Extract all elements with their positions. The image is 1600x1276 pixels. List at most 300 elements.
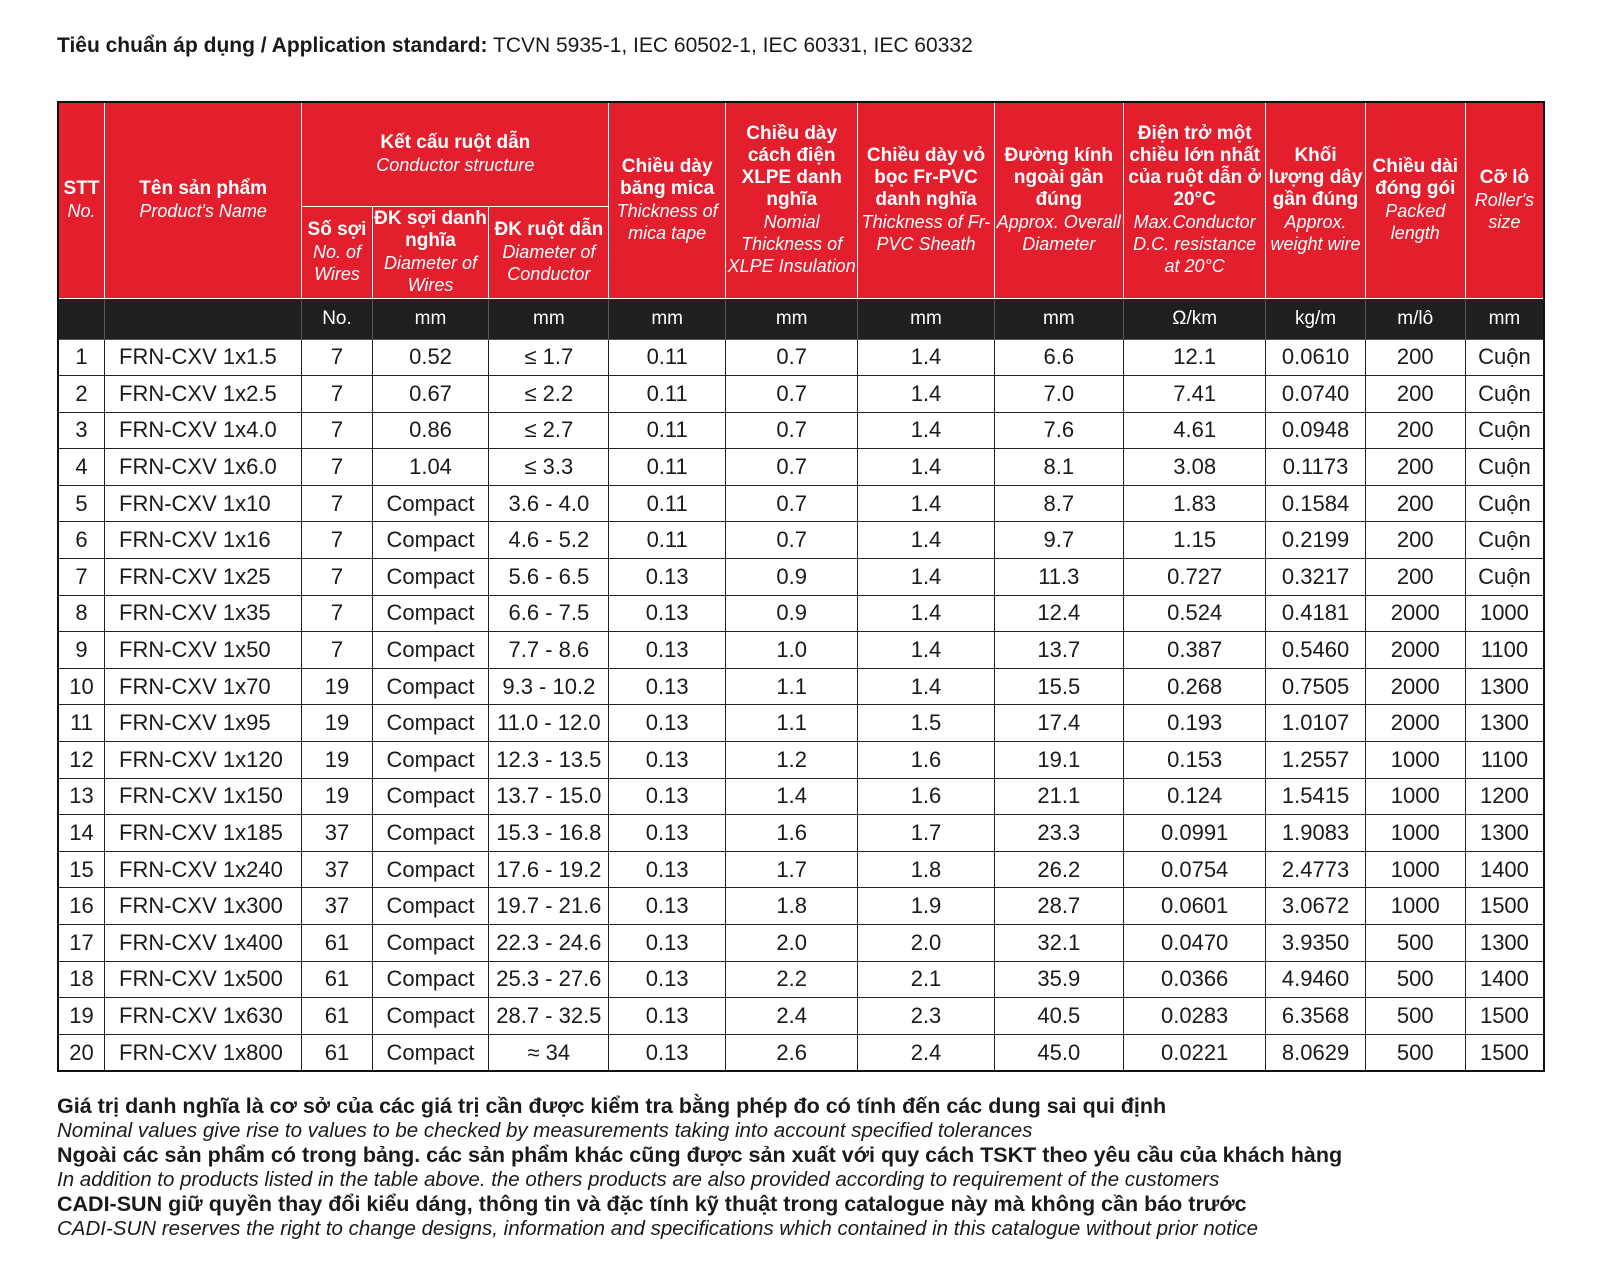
table-cell: Compact	[372, 998, 489, 1035]
table-cell: 1200	[1465, 778, 1544, 815]
table-cell: 0.11	[609, 522, 726, 559]
table-cell: 1.4	[858, 339, 994, 376]
table-cell: 6.6 - 7.5	[489, 595, 609, 632]
table-cell: 0.4181	[1266, 595, 1365, 632]
table-row	[58, 376, 1544, 413]
product-name-cell: FRN-CXV 1x16	[105, 522, 302, 559]
table-cell: 2.0	[726, 925, 858, 962]
table-cell: 0.13	[609, 705, 726, 742]
product-name-cell: FRN-CXV 1x240	[105, 851, 302, 888]
table-cell: 1	[58, 339, 105, 376]
table-cell: 1.1	[726, 668, 858, 705]
table-cell: ≈ 34	[489, 1034, 609, 1071]
table-cell: 3	[58, 412, 105, 449]
table-cell: 0.7	[726, 339, 858, 376]
table-cell: 1.4	[858, 632, 994, 669]
table-cell: 1.4	[858, 485, 994, 522]
table-row	[58, 778, 1544, 815]
table-cell: 0.0366	[1123, 961, 1266, 998]
product-name-cell: FRN-CXV 1x50	[105, 632, 302, 669]
table-cell: Compact	[372, 595, 489, 632]
table-cell: 500	[1365, 961, 1465, 998]
table-cell: ≤ 3.3	[489, 449, 609, 486]
table-cell: 1400	[1465, 961, 1544, 998]
table-cell: Compact	[372, 1034, 489, 1071]
table-cell: 0.13	[609, 778, 726, 815]
table-cell: 17.4	[994, 705, 1123, 742]
table-cell: 7	[302, 522, 372, 559]
unit-cell: mm	[489, 298, 609, 339]
table-row	[58, 522, 1544, 559]
table-cell: 4.61	[1123, 412, 1266, 449]
table-cell: 0.1173	[1266, 449, 1365, 486]
table-cell: 2000	[1365, 595, 1465, 632]
product-name-cell: FRN-CXV 1x6.0	[105, 449, 302, 486]
table-cell: 0.11	[609, 339, 726, 376]
table-cell: 7.6	[994, 412, 1123, 449]
table-cell: 1.6	[858, 742, 994, 779]
table-cell: 1.6	[858, 778, 994, 815]
table-cell: Cuộn	[1465, 339, 1544, 376]
table-row	[58, 961, 1544, 998]
table-cell: 1100	[1465, 742, 1544, 779]
table-cell: 0.67	[372, 376, 489, 413]
table-cell: 200	[1365, 412, 1465, 449]
table-cell: 0.9	[726, 595, 858, 632]
table-cell: 0.13	[609, 998, 726, 1035]
table-cell: 28.7	[994, 888, 1123, 925]
unit-cell: kg/m	[1266, 298, 1365, 339]
product-name-cell: FRN-CXV 1x1.5	[105, 339, 302, 376]
table-cell: 7.0	[994, 376, 1123, 413]
header-weight: Khối lượng dây gần đúng Approx. weight wire	[1266, 102, 1365, 298]
table-cell: 25.3 - 27.6	[489, 961, 609, 998]
table-cell: 7	[302, 412, 372, 449]
table-cell: 2.4	[858, 1034, 994, 1071]
product-name-cell: FRN-CXV 1x25	[105, 559, 302, 596]
table-row	[58, 485, 1544, 522]
table-cell: 1500	[1465, 998, 1544, 1035]
table-row	[58, 595, 1544, 632]
table-cell: Compact	[372, 851, 489, 888]
table-cell: 0.0754	[1123, 851, 1266, 888]
table-cell: Compact	[372, 778, 489, 815]
table-cell: 500	[1365, 998, 1465, 1035]
table-cell: 0.524	[1123, 595, 1266, 632]
table-cell: 8.1	[994, 449, 1123, 486]
table-cell: 0.0948	[1266, 412, 1365, 449]
table-row	[58, 705, 1544, 742]
table-cell: 9	[58, 632, 105, 669]
table-cell: 0.13	[609, 668, 726, 705]
table-cell: 0.0601	[1123, 888, 1266, 925]
table-cell: 17.6 - 19.2	[489, 851, 609, 888]
table-cell: 12	[58, 742, 105, 779]
table-row	[58, 851, 1544, 888]
table-cell: 1000	[1365, 778, 1465, 815]
product-name-cell: FRN-CXV 1x185	[105, 815, 302, 852]
table-cell: 0.7	[726, 449, 858, 486]
product-name-cell: FRN-CXV 1x95	[105, 705, 302, 742]
table-cell: 0.1584	[1266, 485, 1365, 522]
table-cell: 20	[58, 1034, 105, 1071]
table-cell: 200	[1365, 376, 1465, 413]
table-cell: 0.13	[609, 632, 726, 669]
table-cell: 7	[58, 559, 105, 596]
table-cell: 1000	[1365, 742, 1465, 779]
table-cell: 1.7	[726, 851, 858, 888]
note-english: Nominal values give rise to values to be checked by measurements taking into account specified tolerances	[57, 1119, 1033, 1142]
table-cell: 0.0991	[1123, 815, 1266, 852]
units-row	[58, 298, 1544, 339]
table-cell: 9.3 - 10.2	[489, 668, 609, 705]
table-cell: 28.7 - 32.5	[489, 998, 609, 1035]
footnotes	[57, 1094, 1537, 1241]
table-cell: 2.6	[726, 1034, 858, 1071]
table-cell: 2.0	[858, 925, 994, 962]
table-cell: 1.6	[726, 815, 858, 852]
table-row	[58, 925, 1544, 962]
table-cell: 7.7 - 8.6	[489, 632, 609, 669]
table-cell: 0.0610	[1266, 339, 1365, 376]
table-cell: 0.13	[609, 595, 726, 632]
table-cell: 1.4	[858, 522, 994, 559]
table-cell: 3.6 - 4.0	[489, 485, 609, 522]
table-cell: 1.4	[726, 778, 858, 815]
table-cell: 0.52	[372, 339, 489, 376]
header-conductor-diameter: ĐK ruột dẫn Diameter of Conductor	[489, 206, 609, 298]
table-cell: 0.13	[609, 888, 726, 925]
table-cell: 0.2199	[1266, 522, 1365, 559]
table-cell: 37	[302, 851, 372, 888]
table-cell: 7	[302, 559, 372, 596]
table-cell: Compact	[372, 742, 489, 779]
table-cell: 7	[302, 339, 372, 376]
table-row	[58, 559, 1544, 596]
table-cell: 11.3	[994, 559, 1123, 596]
product-name-cell: FRN-CXV 1x500	[105, 961, 302, 998]
table-row	[58, 412, 1544, 449]
table-cell: 12.4	[994, 595, 1123, 632]
header-length: Chiều dài đóng gói Packed length	[1365, 102, 1465, 298]
table-cell: 19	[302, 778, 372, 815]
table-cell: 11	[58, 705, 105, 742]
table-cell: 1.0	[726, 632, 858, 669]
header-wires: Số sợi No. of Wires	[302, 206, 372, 298]
table-cell: 2	[58, 376, 105, 413]
table-cell: 16	[58, 888, 105, 925]
note-english: CADI-SUN reserves the right to change designs, information and specifications which contained in this catalogue without prior notice	[57, 1217, 1259, 1240]
table-cell: 7	[302, 632, 372, 669]
unit-cell: mm	[609, 298, 726, 339]
unit-cell: mm	[726, 298, 858, 339]
table-cell: 8.0629	[1266, 1034, 1365, 1071]
table-row	[58, 449, 1544, 486]
table-cell: Compact	[372, 925, 489, 962]
table-cell: 8.7	[994, 485, 1123, 522]
product-name-cell: FRN-CXV 1x630	[105, 998, 302, 1035]
table-cell: 0.13	[609, 742, 726, 779]
table-cell: 5.6 - 6.5	[489, 559, 609, 596]
table-cell: 15	[58, 851, 105, 888]
table-cell: 61	[302, 925, 372, 962]
table-cell: 1000	[1365, 888, 1465, 925]
unit-cell: mm	[994, 298, 1123, 339]
table-cell: 1.8	[726, 888, 858, 925]
table-cell: 0.727	[1123, 559, 1266, 596]
table-cell: 19	[302, 742, 372, 779]
table-cell: Cuộn	[1465, 522, 1544, 559]
table-cell: 1.9	[858, 888, 994, 925]
table-cell: 11.0 - 12.0	[489, 705, 609, 742]
header-resistance: Điện trở một chiều lớn nhất của ruột dẫn ở 20°C Max.Conductor D.C. resistance at 20°C	[1123, 102, 1266, 298]
table-cell: 1000	[1365, 815, 1465, 852]
table-cell: 0.193	[1123, 705, 1266, 742]
product-name-cell: FRN-CXV 1x120	[105, 742, 302, 779]
table-cell: 21.1	[994, 778, 1123, 815]
table-cell: 200	[1365, 339, 1465, 376]
table-row	[58, 632, 1544, 669]
table-cell: 1.8	[858, 851, 994, 888]
table-cell: 10	[58, 668, 105, 705]
table-cell: 7	[302, 485, 372, 522]
unit-cell: mm	[372, 298, 489, 339]
table-cell: 0.124	[1123, 778, 1266, 815]
product-name-cell: FRN-CXV 1x150	[105, 778, 302, 815]
table-cell: 500	[1365, 1034, 1465, 1071]
table-cell: ≤ 2.7	[489, 412, 609, 449]
header-overall: Đường kính ngoài gần đúng Approx. Overall Diameter	[994, 102, 1123, 298]
table-cell: Compact	[372, 632, 489, 669]
table-cell: 7	[302, 595, 372, 632]
table-cell: 14	[58, 815, 105, 852]
unit-cell: mm	[1465, 298, 1544, 339]
table-cell: 0.153	[1123, 742, 1266, 779]
spec-table	[57, 101, 1545, 1072]
table-cell: 7	[302, 449, 372, 486]
table-cell: 1.4	[858, 559, 994, 596]
table-cell: 2.3	[858, 998, 994, 1035]
table-cell: 0.0283	[1123, 998, 1266, 1035]
table-cell: 15.5	[994, 668, 1123, 705]
unit-cell: No.	[302, 298, 372, 339]
table-cell: Cuộn	[1465, 449, 1544, 486]
table-cell: 2.4773	[1266, 851, 1365, 888]
table-cell: 12.3 - 13.5	[489, 742, 609, 779]
table-cell: Cuộn	[1465, 376, 1544, 413]
table-cell: 6.3568	[1266, 998, 1365, 1035]
table-cell: 3.0672	[1266, 888, 1365, 925]
table-cell: 2.4	[726, 998, 858, 1035]
table-cell: 3.9350	[1266, 925, 1365, 962]
table-cell: 1.4	[858, 668, 994, 705]
table-cell: 12.1	[1123, 339, 1266, 376]
table-cell: 32.1	[994, 925, 1123, 962]
table-row	[58, 998, 1544, 1035]
table-cell: 0.387	[1123, 632, 1266, 669]
table-cell: 4	[58, 449, 105, 486]
product-name-cell: FRN-CXV 1x4.0	[105, 412, 302, 449]
table-cell: 0.11	[609, 376, 726, 413]
table-cell: 500	[1365, 925, 1465, 962]
standard-value: TCVN 5935-1, IEC 60502-1, IEC 60331, IEC 60332	[487, 34, 973, 57]
note-vietnamese: Giá trị danh nghĩa là cơ sở của các giá trị cần được kiểm tra bằng phép đo có tính đến các dung sai qui định	[57, 1094, 1167, 1118]
table-cell: 2000	[1365, 705, 1465, 742]
table-cell: 1.9083	[1266, 815, 1365, 852]
table-cell: 6.6	[994, 339, 1123, 376]
table-cell: ≤ 1.7	[489, 339, 609, 376]
table-cell: Cuộn	[1465, 485, 1544, 522]
product-name-cell: FRN-CXV 1x70	[105, 668, 302, 705]
table-cell: 37	[302, 888, 372, 925]
table-cell: 1400	[1465, 851, 1544, 888]
table-cell: 0.0470	[1123, 925, 1266, 962]
table-cell: 19	[302, 668, 372, 705]
table-cell: 0.7505	[1266, 668, 1365, 705]
note-vietnamese: CADI-SUN giữ quyền thay đổi kiểu dáng, thông tin và đặc tính kỹ thuật trong catalogue này mà không cần báo trước	[57, 1192, 1247, 1216]
table-cell: Compact	[372, 888, 489, 925]
table-cell: 200	[1365, 449, 1465, 486]
table-cell: 4.9460	[1266, 961, 1365, 998]
table-cell: Compact	[372, 815, 489, 852]
table-cell: 1500	[1465, 1034, 1544, 1071]
table-cell: 1.4	[858, 595, 994, 632]
product-name-cell: FRN-CXV 1x35	[105, 595, 302, 632]
table-cell: 13.7	[994, 632, 1123, 669]
table-cell: 0.13	[609, 925, 726, 962]
unit-cell	[105, 298, 302, 339]
table-cell: 1300	[1465, 815, 1544, 852]
table-cell: 7	[302, 376, 372, 413]
table-cell: 1.2	[726, 742, 858, 779]
table-cell: Compact	[372, 961, 489, 998]
table-cell: 0.7	[726, 485, 858, 522]
product-name-cell: FRN-CXV 1x400	[105, 925, 302, 962]
table-cell: 200	[1365, 522, 1465, 559]
table-cell: 19	[302, 705, 372, 742]
table-cell: 1.0107	[1266, 705, 1365, 742]
table-cell: Compact	[372, 668, 489, 705]
table-cell: 35.9	[994, 961, 1123, 998]
unit-cell: m/lô	[1365, 298, 1465, 339]
table-cell: 9.7	[994, 522, 1123, 559]
unit-cell: Ω/km	[1123, 298, 1266, 339]
table-cell: Compact	[372, 522, 489, 559]
table-cell: 1.4	[858, 449, 994, 486]
table-cell: Cuộn	[1465, 412, 1544, 449]
table-cell: 0.13	[609, 815, 726, 852]
table-cell: 13.7 - 15.0	[489, 778, 609, 815]
table-cell: Compact	[372, 705, 489, 742]
table-cell: 18	[58, 961, 105, 998]
table-cell: 0.0221	[1123, 1034, 1266, 1071]
table-cell: 40.5	[994, 998, 1123, 1035]
table-cell: 1300	[1465, 668, 1544, 705]
note-vietnamese: Ngoài các sản phẩm có trong bảng. các sản phẩm khác cũng được sản xuất với quy cách TSKT theo yêu cầu của khách hàng	[57, 1143, 1343, 1167]
unit-cell: mm	[858, 298, 994, 339]
table-cell: 0.11	[609, 449, 726, 486]
table-cell: 7.41	[1123, 376, 1266, 413]
header-mica: Chiều dày băng mica Thickness of mica tape	[609, 102, 726, 298]
table-cell: ≤ 2.2	[489, 376, 609, 413]
table-cell: 0.11	[609, 412, 726, 449]
table-cell: 17	[58, 925, 105, 962]
product-name-cell: FRN-CXV 1x800	[105, 1034, 302, 1071]
table-cell: 1300	[1465, 705, 1544, 742]
table-cell: 61	[302, 1034, 372, 1071]
table-cell: 0.13	[609, 559, 726, 596]
table-cell: 0.86	[372, 412, 489, 449]
table-cell: Compact	[372, 559, 489, 596]
table-cell: 19.1	[994, 742, 1123, 779]
table-cell: 0.5460	[1266, 632, 1365, 669]
table-cell: 0.11	[609, 485, 726, 522]
table-cell: 3.08	[1123, 449, 1266, 486]
note-english: In addition to products listed in the table above. the others products are also provided according to requirement of the customers	[57, 1168, 1220, 1191]
table-cell: 1100	[1465, 632, 1544, 669]
header-name: Tên sản phẩm Product's Name	[105, 102, 302, 298]
table-cell: 1.7	[858, 815, 994, 852]
header-stt: STT No.	[58, 102, 105, 298]
standard-label: Tiêu chuẩn áp dụng / Application standard:	[57, 34, 488, 57]
table-cell: 1.4	[858, 376, 994, 413]
table-cell: 1.04	[372, 449, 489, 486]
table-cell: 45.0	[994, 1034, 1123, 1071]
table-cell: 23.3	[994, 815, 1123, 852]
table-row	[58, 888, 1544, 925]
table-cell: 1.5415	[1266, 778, 1365, 815]
table-cell: 1000	[1465, 595, 1544, 632]
table-cell: 22.3 - 24.6	[489, 925, 609, 962]
table-cell: 6	[58, 522, 105, 559]
header-xlpe: Chiều dày cách điện XLPE danh nghĩa Nomial Thickness of XLPE Insulation	[726, 102, 858, 298]
table-cell: Compact	[372, 485, 489, 522]
product-name-cell: FRN-CXV 1x10	[105, 485, 302, 522]
table-cell: 4.6 - 5.2	[489, 522, 609, 559]
table-cell: 0.9	[726, 559, 858, 596]
header-sheath: Chiều dày vỏ bọc Fr-PVC danh nghĩa Thickness of Fr-PVC Sheath	[858, 102, 994, 298]
table-cell: 1500	[1465, 888, 1544, 925]
table-cell: 19	[58, 998, 105, 1035]
table-cell: 2.2	[726, 961, 858, 998]
table-cell: 0.7	[726, 522, 858, 559]
table-cell: 8	[58, 595, 105, 632]
header-roller: Cỡ lô Roller's size	[1465, 102, 1544, 298]
table-cell: 0.3217	[1266, 559, 1365, 596]
table-cell: 0.13	[609, 851, 726, 888]
table-cell: 1.5	[858, 705, 994, 742]
application-standard	[57, 34, 973, 58]
table-cell: 13	[58, 778, 105, 815]
table-cell: 1.1	[726, 705, 858, 742]
table-cell: Cuộn	[1465, 559, 1544, 596]
table-cell: 15.3 - 16.8	[489, 815, 609, 852]
spec-table-body	[58, 339, 1544, 1071]
table-cell: 1.4	[858, 412, 994, 449]
table-cell: 200	[1365, 485, 1465, 522]
table-cell: 200	[1365, 559, 1465, 596]
table-cell: 0.13	[609, 961, 726, 998]
table-cell: 61	[302, 998, 372, 1035]
table-cell: 0.7	[726, 412, 858, 449]
table-cell: 1.2557	[1266, 742, 1365, 779]
table-cell: 2000	[1365, 668, 1465, 705]
table-cell: 61	[302, 961, 372, 998]
table-cell: 0.0740	[1266, 376, 1365, 413]
table-row	[58, 668, 1544, 705]
table-cell: 1000	[1365, 851, 1465, 888]
table-cell: 0.7	[726, 376, 858, 413]
